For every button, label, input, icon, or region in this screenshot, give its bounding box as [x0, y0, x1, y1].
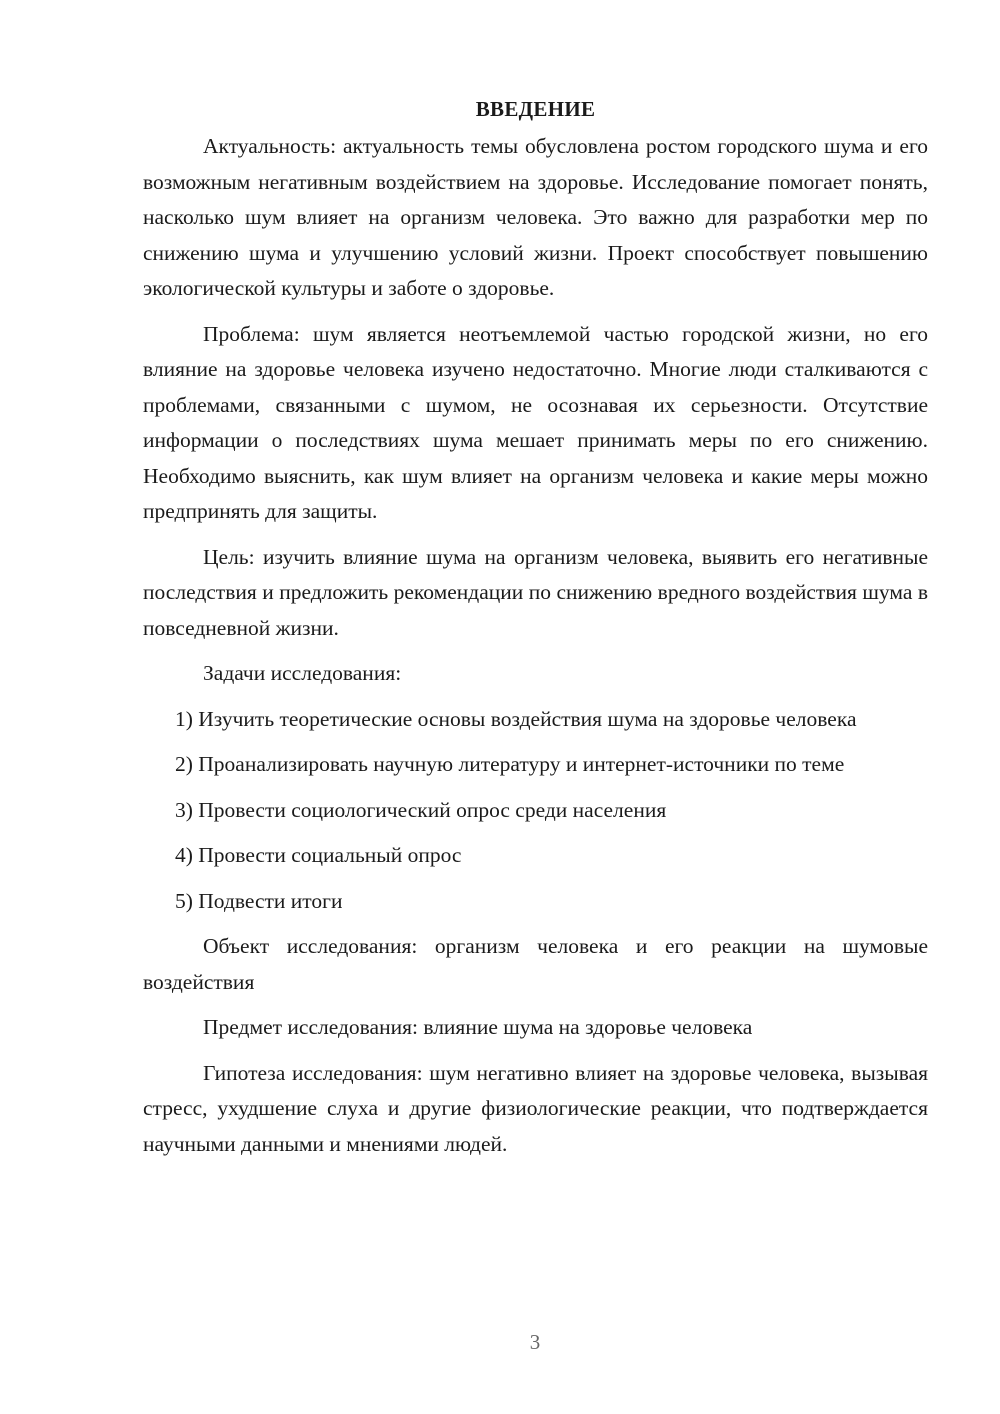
relevance-paragraph: Актуальность: актуальность темы обусловлена ростом городского шума и его возможным негативным воздействием на здоровье. Исследование помогает понять, насколько шум влияет на организм человека. Это важно для разработки мер по снижению шума и улучшению условий жизни. Проект способствует повышению экологической культуры и заботе о здоровье. — [143, 134, 928, 300]
document-page — [143, 92, 928, 1162]
subject-paragraph: Предмет исследования: влияние шума на здоровье человека — [203, 1015, 753, 1039]
task-item-3: 3) Провести социологический опрос среди населения — [175, 797, 667, 822]
hypothesis-paragraph: Гипотеза исследования: шум негативно влияет на здоровье человека, вызывая стресс, ухудшение слуха и другие физиологические реакции, что подтверждается научными данными и мнениями людей. — [143, 1060, 928, 1156]
task-item-5: 5) Подвести итоги — [175, 888, 343, 913]
problem-paragraph: Проблема: шум является неотъемлемой частью городской жизни, но его влияние на здоровье человека изучено недостаточно. Многие люди сталкиваются с проблемами, связанными с шумом, не осознавая их серьезности. Отсутствие информации о последствиях шума мешает принимать меры по его снижению. Необходимо выяснить, как шум влияет на организм человека и какие меры можно предпринять для защиты. — [143, 321, 928, 523]
task-item-4: 4) Провести социальный опрос — [175, 843, 462, 867]
page-number: 3 — [529, 1330, 541, 1354]
section-heading: ВВЕДЕНИЕ — [475, 97, 596, 121]
task-item-1: 1) Изучить теоретические основы воздействия шума на здоровье человека — [175, 706, 857, 731]
object-paragraph: Объект исследования: организм человека и его реакции на шумовые воздействия — [143, 934, 928, 994]
tasks-heading: Задачи исследования: — [203, 661, 402, 685]
goal-paragraph: Цель: изучить влияние шума на организм человека, выявить его негативные последствия и предложить рекомендации по снижению вредного воздействия шума в повседневной жизни. — [143, 544, 928, 640]
task-item-2: 2) Проанализировать научную литературу и интернет-источники по теме — [175, 752, 845, 776]
